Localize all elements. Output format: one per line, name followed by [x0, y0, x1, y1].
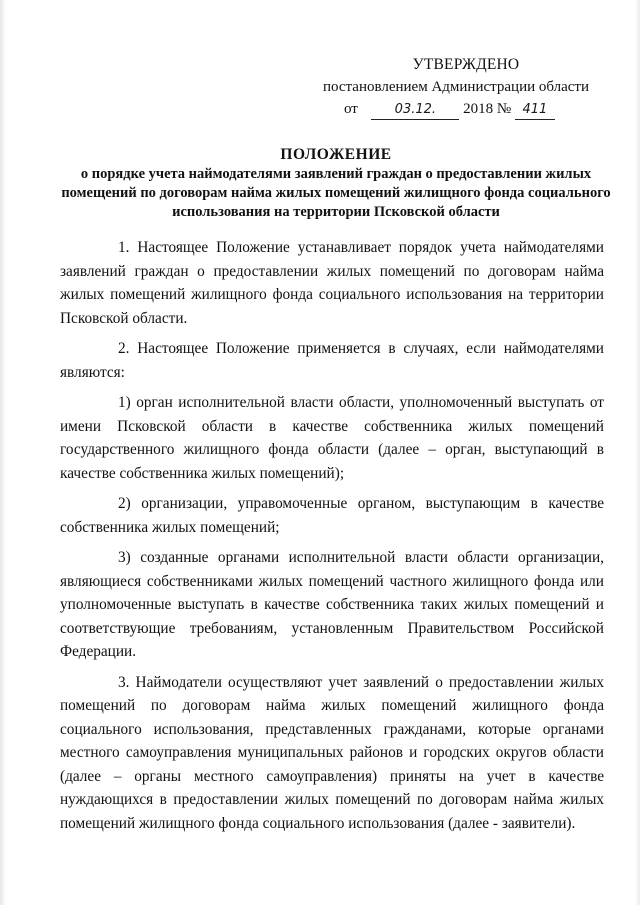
approval-authority: постановлением Администрации области [322, 79, 590, 95]
paragraph-2-item-1: 1) орган исполнительной власти области, уполномоченный выступать от имени Псковской области в качестве собственника жилых помещений государственного жилищного фонда области (далее – орган, выступающий в качестве собственника жилых помещений); [60, 394, 604, 482]
from-label: от [344, 101, 358, 117]
document-title: ПОЛОЖЕНИЕ [280, 146, 392, 163]
document-title-block [60, 145, 612, 222]
approval-date-line [306, 98, 606, 120]
scan-page-edge [635, 0, 640, 905]
paragraph-1: 1. Настоящее Положение устанавливает порядок учета наймодателями заявлений граждан о предоставлении жилых помещений по договорам найма жилых помещений жилищного фонда социального использования на территории Псковской области. [60, 239, 604, 327]
handwritten-number: 411 [515, 101, 555, 120]
approval-title: УТВЕРЖДЕНО [412, 56, 520, 73]
year-number-label: 2018 № [463, 101, 512, 117]
paragraph-2-item-3: 3) созданные органами исполнительной власти области организации, являющиеся собственниками жилых помещений частного жилищного фонда или уполномоченные выступать в качестве собственника таких жилых помещений и соответствующие требованиям, установленным Правительством Российской Федерации. [60, 549, 604, 660]
scan-page-edge [0, 0, 6, 905]
paragraph-2: 2. Настоящее Положение применяется в случаях, если наймодателями являются: [60, 340, 604, 381]
paragraph-2-item-2: 2) организации, управомоченные органом, выступающим в качестве собственника жилых помещений; [60, 495, 604, 536]
document-subtitle: о порядке учета наймодателями заявлений граждан о предоставлении жилых помещений по договорам найма жилых помещений жилищного фонда социального использования на территории Псковской области [61, 166, 611, 220]
document-body [60, 236, 604, 835]
handwritten-date: 03.12. [371, 101, 459, 120]
paragraph-3: 3. Наймодатели осуществляют учет заявлений о предоставлении жилых помещений по договорам найма жилых помещений жилищного фонда социального использования, представленных гражданами, которые органами местного самоуправления муниципальных районов и городских округов области (далее – органы местного самоуправления) приняты на учет в качестве нуждающихся в предоставлении жилых помещений по договорам найма жилых помещений жилищного фонда социального использования (далее - заявители). [60, 673, 604, 832]
approval-stamp-block [306, 54, 606, 120]
